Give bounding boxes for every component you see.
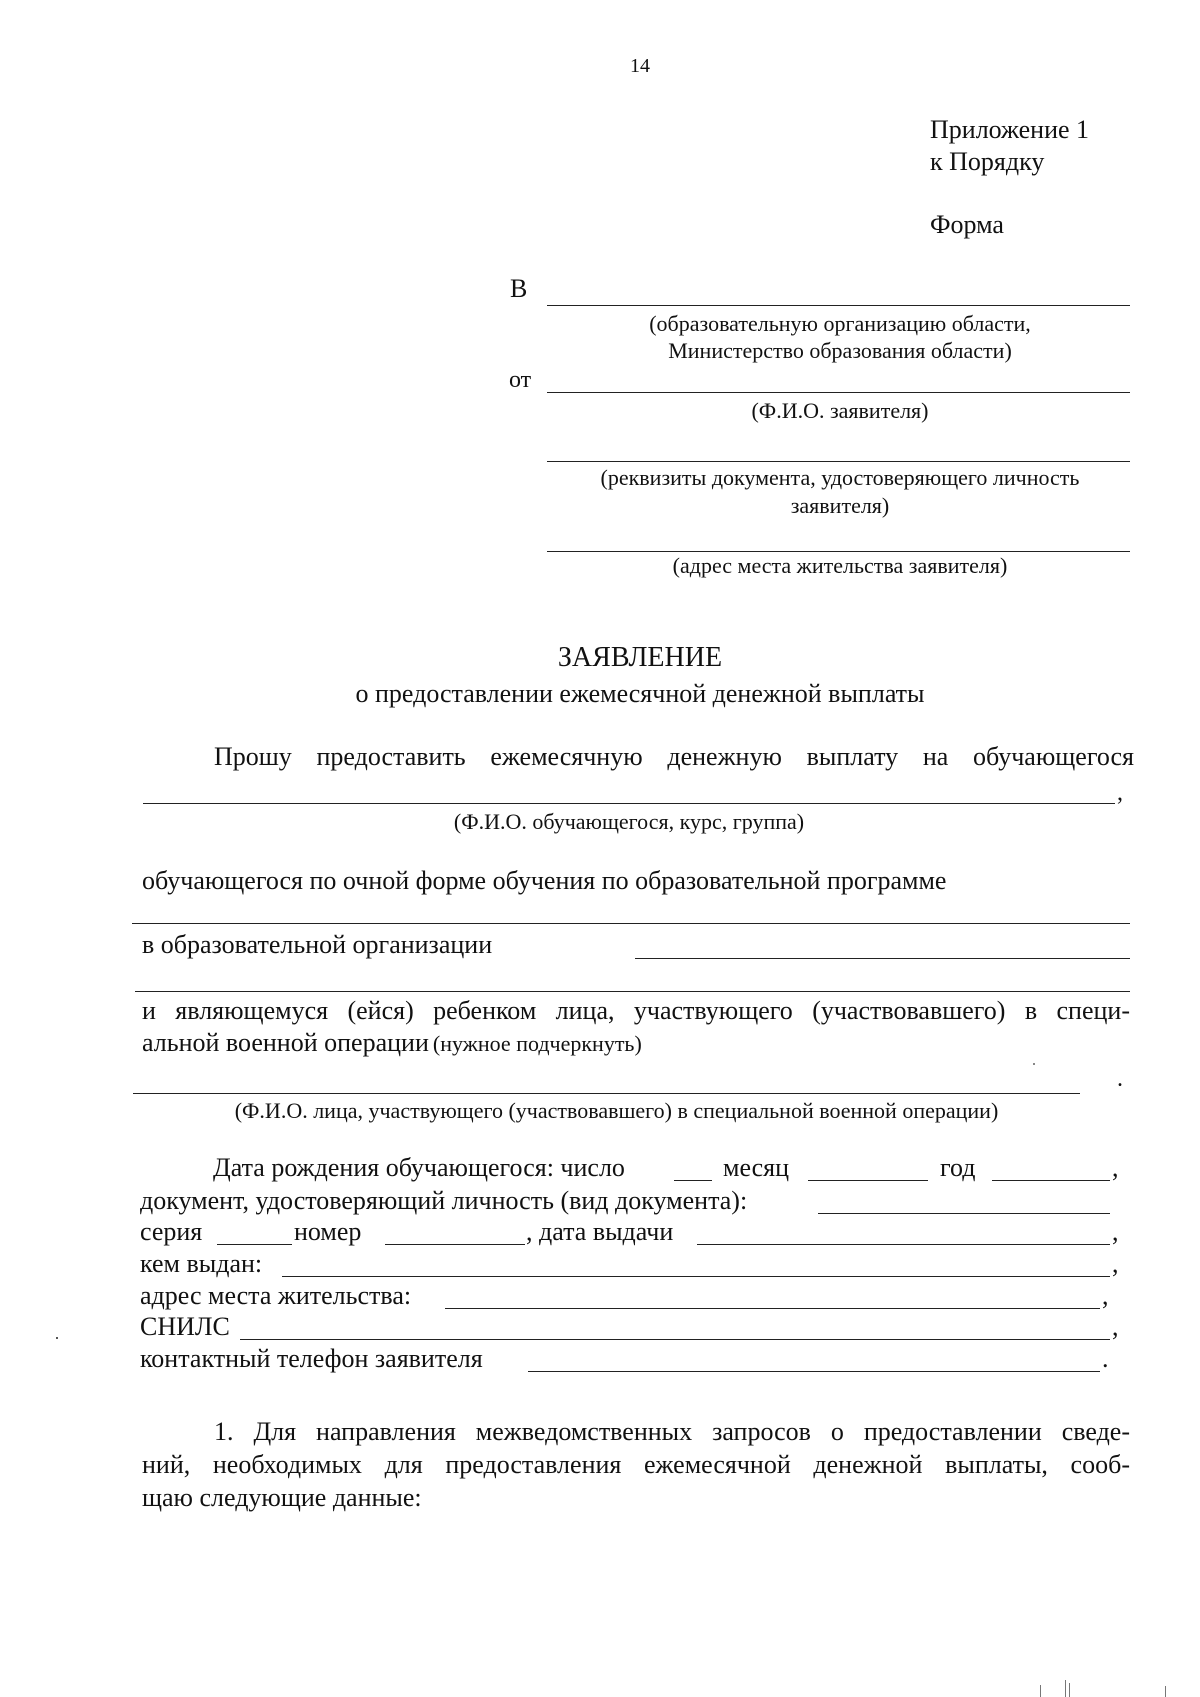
to-prefix: В (510, 274, 528, 303)
request-line: Прошу предоставить ежемесячную денежную выплату на обучающегося (214, 742, 1134, 771)
document-type-label: документ, удостоверяющий личность (вид документа): (140, 1186, 748, 1215)
to-caption (560, 310, 1120, 364)
to-caption-line1: (образовательную организацию области, (649, 311, 1031, 336)
issue-date-label: , дата выдачи (526, 1217, 674, 1246)
program-field-line[interactable] (132, 923, 1130, 924)
page-number: 14 (630, 55, 650, 77)
address-caption: (адрес места жительства заявителя) (672, 553, 1008, 578)
student-field-line[interactable] (143, 803, 1115, 804)
issued-by-comma: , (1112, 1249, 1119, 1278)
series-number-row (140, 1216, 1130, 1248)
birth-day-field[interactable] (674, 1180, 712, 1181)
issue-date-comma: , (1112, 1217, 1119, 1246)
issued-by-row (140, 1248, 1130, 1280)
appendix-line2: к Порядку (930, 147, 1045, 176)
birth-year-field[interactable] (992, 1180, 1110, 1181)
from-caption: (Ф.И.О. заявителя) (751, 398, 929, 423)
child-line2 (142, 1028, 642, 1058)
snils-label: СНИЛС (140, 1312, 230, 1341)
from-prefix: от (509, 367, 532, 393)
from-field-line[interactable] (547, 392, 1130, 393)
birth-month-field[interactable] (808, 1180, 928, 1181)
phone-label: контактный телефон заявителя (140, 1344, 483, 1373)
series-field[interactable] (217, 1244, 292, 1245)
issued-by-field[interactable] (282, 1276, 1110, 1277)
section1-line3: щаю следующие данные: (142, 1483, 422, 1512)
to-caption-line2: Министерство образования области) (668, 338, 1012, 363)
residence-address-field[interactable] (445, 1308, 1100, 1309)
snils-field[interactable] (240, 1339, 1110, 1340)
birth-date-row (140, 1152, 1130, 1184)
participant-field-line[interactable] (133, 1093, 1080, 1094)
scan-dot-right (1033, 1063, 1035, 1065)
study-form-line: обучающегося по очной форме обучения по образовательной программе (142, 866, 947, 895)
phone-period: . (1102, 1344, 1109, 1373)
residence-address-row (140, 1280, 1130, 1312)
section1-line2: ний, необходимых для предоставления ежемесячной денежной выплаты, сооб- (142, 1450, 1130, 1479)
phone-field[interactable] (528, 1371, 1100, 1372)
birth-date-label: Дата рождения обучающегося: число (213, 1153, 625, 1182)
section1-line1: 1. Для направления межведомственных запросов о предоставлении сведе- (214, 1417, 1130, 1446)
child-line2-text: альной военной операции (142, 1028, 429, 1057)
document-subtitle: о предоставлении ежемесячной денежной выплаты (355, 679, 925, 708)
participant-dot: . (1117, 1066, 1123, 1092)
appendix-line1: Приложение 1 (930, 115, 1090, 144)
student-caption: (Ф.И.О. обучающегося, курс, группа) (453, 809, 805, 834)
scan-tick-1 (1040, 1685, 1041, 1697)
month-label: месяц (723, 1153, 790, 1182)
document-type-row (140, 1185, 1130, 1217)
to-field-line[interactable] (547, 305, 1130, 306)
birth-date-comma: , (1112, 1153, 1119, 1182)
phone-row (140, 1343, 1130, 1375)
id-caption-line2: заявителя) (790, 493, 890, 518)
scan-tick-3 (1069, 1683, 1070, 1697)
participant-caption: (Ф.И.О. лица, участвующего (участвовавшего) в специальной военной операции) (234, 1098, 999, 1123)
residence-address-label: адрес места жительства: (140, 1281, 412, 1310)
org-label: в образовательной организации (142, 930, 493, 959)
scan-tick-4 (1165, 1686, 1166, 1697)
snils-row (140, 1311, 1130, 1343)
org-field-line-inline[interactable] (635, 958, 1130, 959)
org-field-line[interactable] (135, 991, 1130, 992)
id-document-field-line[interactable] (547, 461, 1130, 462)
series-label: серия (140, 1217, 203, 1246)
scan-dot-left (56, 1337, 58, 1339)
underline-note: (нужное подчеркнуть) (432, 1031, 642, 1056)
snils-comma: , (1112, 1312, 1119, 1341)
issued-by-label: кем выдан: (140, 1249, 263, 1278)
issue-date-field[interactable] (697, 1244, 1110, 1245)
form-label: Форма (930, 210, 1004, 239)
address-field-line[interactable] (547, 551, 1130, 552)
year-label: год (940, 1153, 976, 1182)
document-title: ЗАЯВЛЕНИЕ (557, 642, 723, 673)
id-caption-line1: (реквизиты документа, удостоверяющего личность (600, 465, 1080, 490)
child-line1: и являющемуся (ейся) ребенком лица, участвующего (участвовавшего) в специ- (142, 996, 1130, 1025)
number-field[interactable] (385, 1244, 525, 1245)
document-type-field[interactable] (818, 1213, 1110, 1214)
student-comma: , (1117, 780, 1123, 806)
residence-address-comma: , (1102, 1281, 1109, 1310)
scan-tick-2 (1065, 1680, 1066, 1697)
id-caption (560, 464, 1120, 520)
number-label: номер (294, 1217, 362, 1246)
